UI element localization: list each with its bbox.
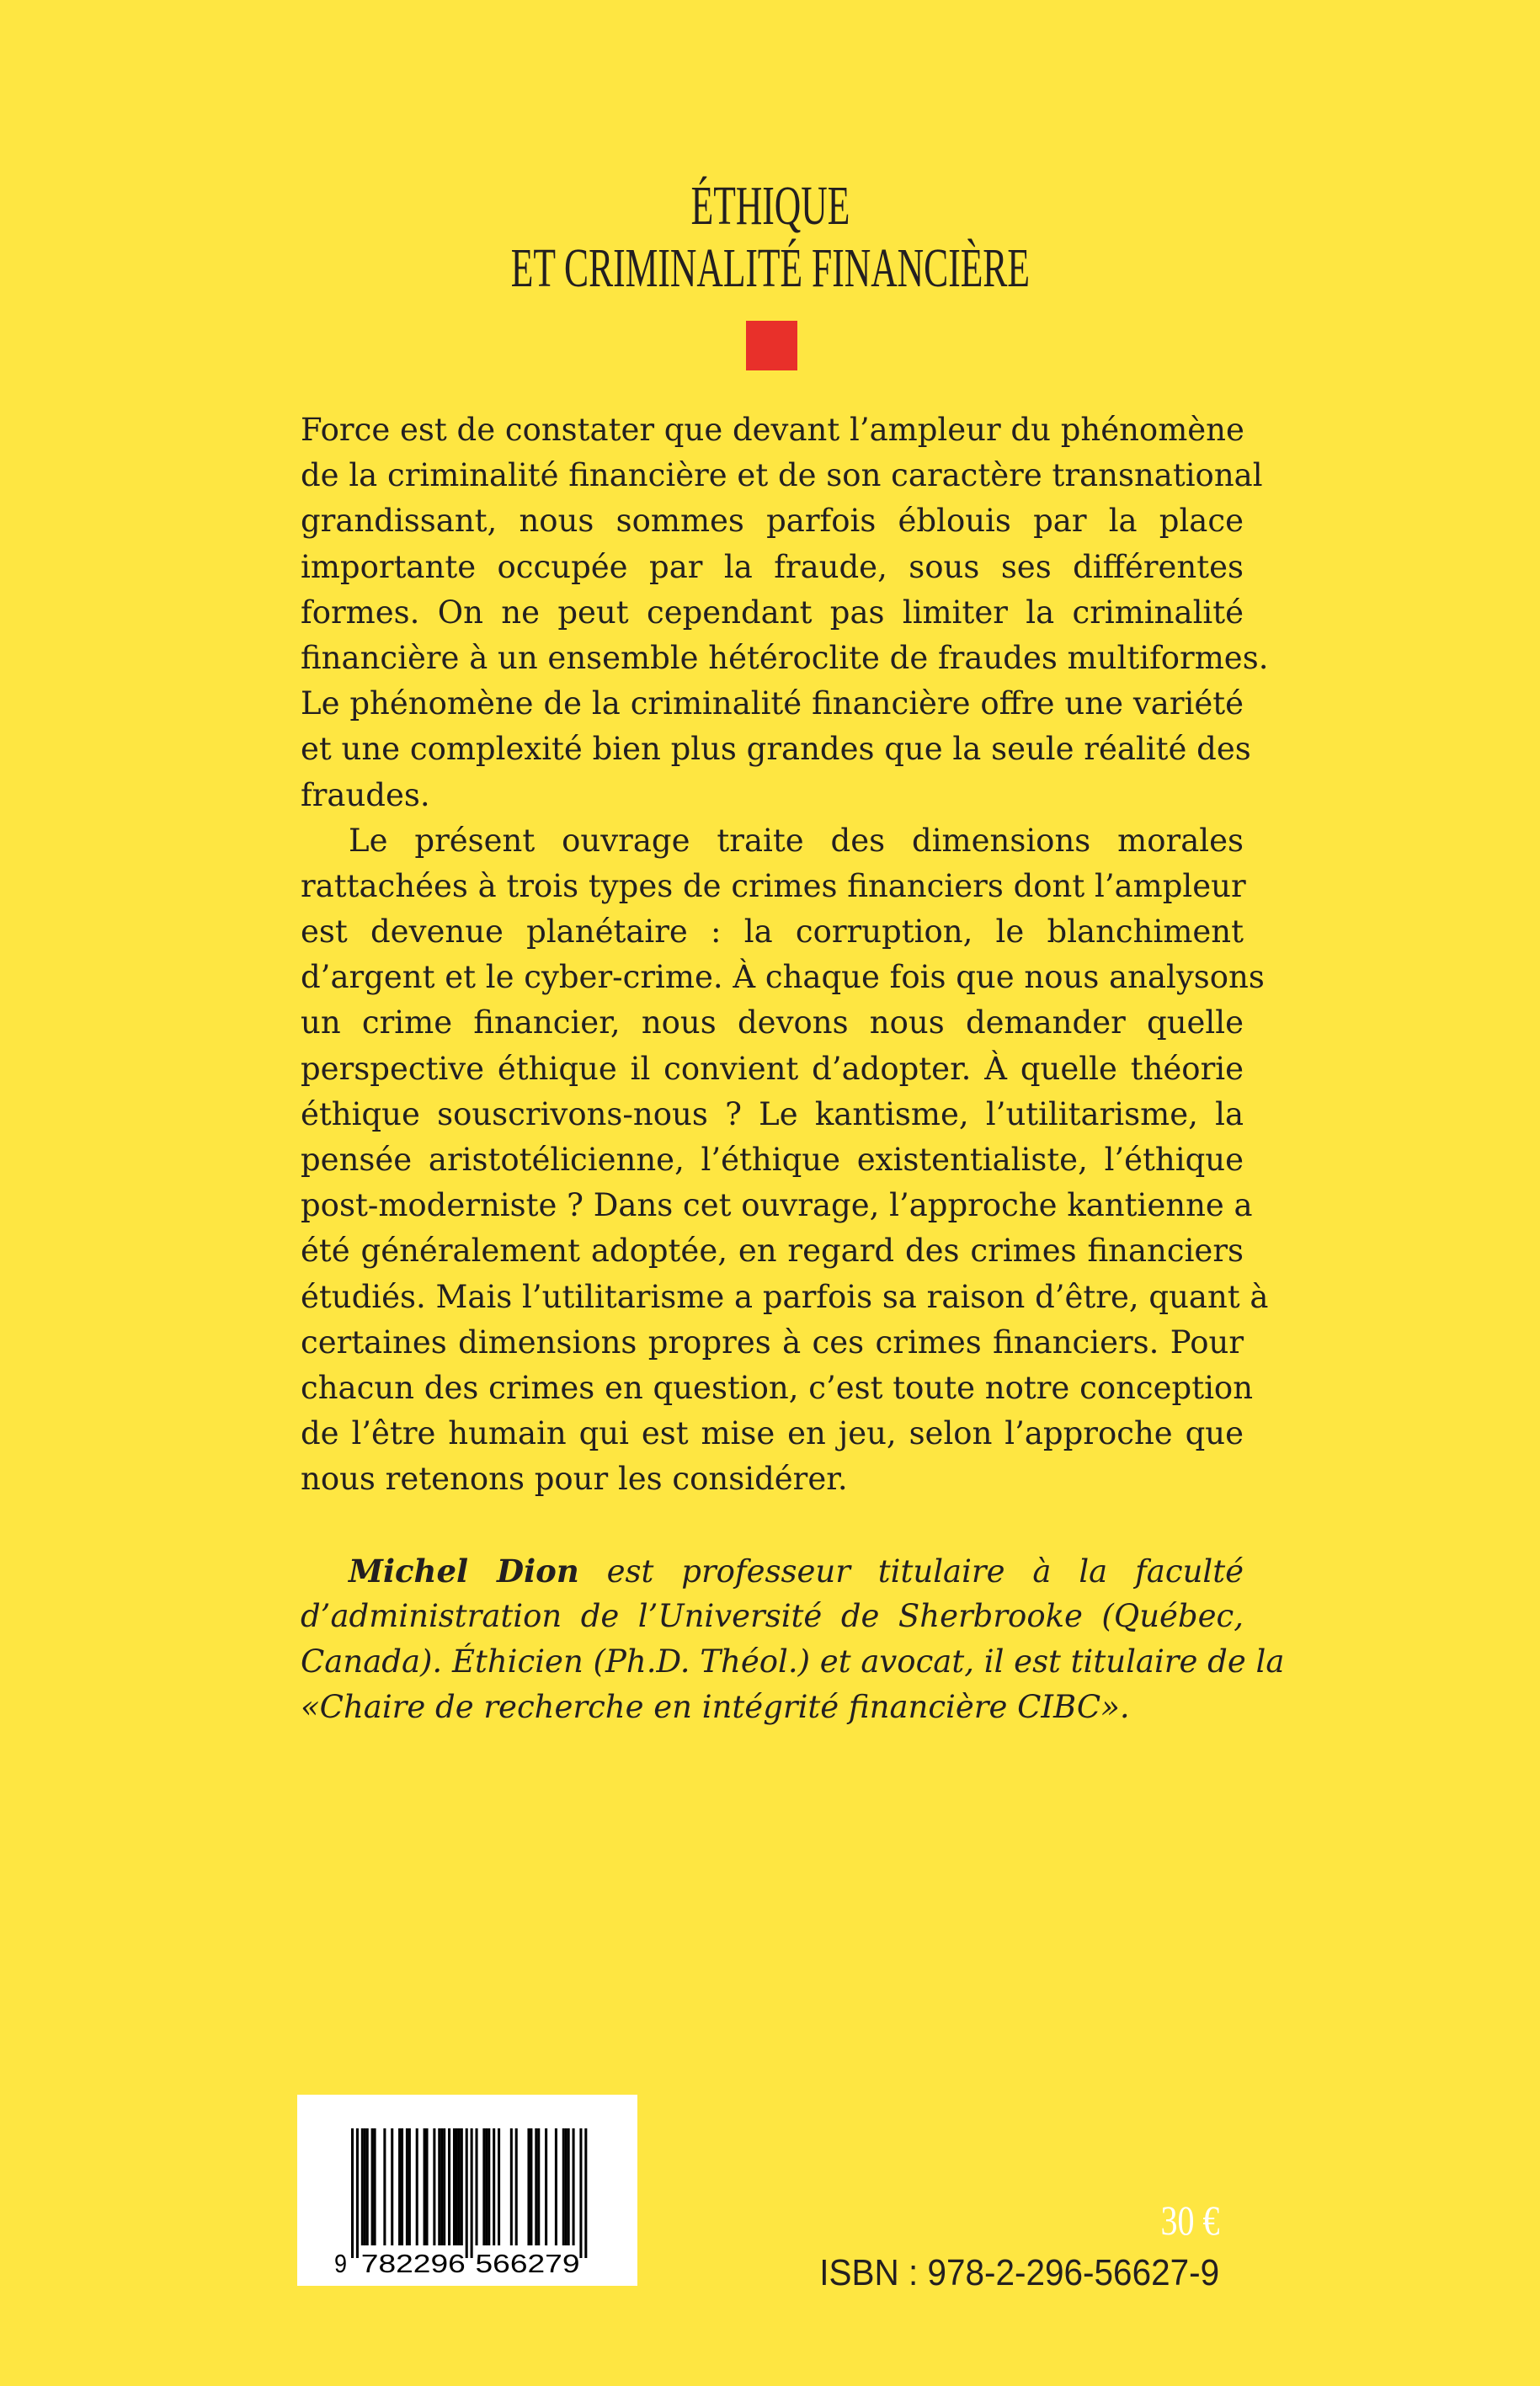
barcode-bar: [527, 2128, 530, 2245]
barcode-bar: [364, 2128, 366, 2245]
barcode-bar: [461, 2128, 463, 2245]
barcode-bars: [297, 2095, 637, 2286]
text-line: financière à un ensemble hétéroclite de fraudes multiformes.: [301, 639, 1269, 676]
barcode-bar: [568, 2128, 570, 2245]
barcode-bar: [510, 2128, 513, 2245]
barcode-bar: [408, 2128, 411, 2245]
barcode-bar: [476, 2128, 478, 2245]
text-line: «Chaire de recherche en intégrité financière CIBC».: [301, 1689, 1130, 1726]
text-line: de la criminalité financière et de son caractère transnational: [301, 457, 1263, 494]
barcode-bar: [371, 2128, 374, 2245]
barcode-bar: [433, 2128, 435, 2245]
text-line: Canada). Éthicien (Ph.D. Théol.) et avocat, il est titulaire de la: [301, 1643, 1285, 1680]
title-text: ET CRIMINALITÉ FINANCIÈRE: [510, 237, 1030, 299]
barcode: [297, 2095, 637, 2286]
text-line: Le phénomène de la criminalité financière offre une variété: [301, 685, 1244, 722]
barcode-bar: [351, 2128, 354, 2258]
barcode-bar: [438, 2128, 440, 2245]
barcode-bar: [466, 2128, 468, 2258]
barcode-bar: [361, 2128, 364, 2245]
text-line: de l’être humain qui est mise en jeu, selon l’approche que: [301, 1415, 1244, 1452]
barcode-bar: [498, 2128, 500, 2245]
barcode-bar: [493, 2128, 495, 2245]
text-line: un crime financier, nous devons nous demander quelle: [301, 1004, 1244, 1041]
barcode-bar: [398, 2128, 401, 2245]
text-line: est devenue planétaire : la corruption, le blanchiment: [301, 913, 1244, 951]
barcode-bar: [424, 2128, 426, 2245]
barcode-bar: [458, 2128, 461, 2245]
barcode-bar: [471, 2128, 473, 2258]
price: [1146, 2197, 1220, 2244]
text-line: d’administration de l’Université de Sherbrooke (Québec,: [301, 1597, 1244, 1634]
text-line: Le présent ouvrage traite des dimensions morales: [349, 822, 1244, 859]
barcode-bar: [440, 2128, 443, 2245]
barcode-bar: [565, 2128, 568, 2245]
text-line: éthique souscrivons-nous ? Le kantisme, l’utilitarisme, la: [301, 1095, 1244, 1132]
barcode-bar: [426, 2128, 429, 2245]
isbn-text: ISBN : 978-2-296-56627-9: [819, 2252, 1219, 2293]
barcode-bar: [488, 2128, 490, 2245]
barcode-bar: [374, 2128, 376, 2245]
text-line: grandissant, nous sommes parfois éblouis par la place: [301, 503, 1244, 540]
barcode-digits: 782296: [360, 2249, 466, 2278]
barcode-bar: [456, 2128, 458, 2245]
barcode-bar: [401, 2128, 403, 2245]
text-line: d’argent et le cyber-crime. À chaque fois que nous analysons: [301, 959, 1265, 996]
text-line: fraudes.: [301, 776, 430, 813]
barcode-bar: [482, 2128, 485, 2245]
text-line: importante occupée par la fraude, sous ses différentes: [301, 548, 1244, 585]
barcode-digits: 9: [334, 2249, 347, 2278]
back-cover-text: [301, 407, 1285, 1730]
barcode-bar: [406, 2128, 408, 2245]
text-line: été généralement adoptée, en regard des crimes financiers: [301, 1233, 1244, 1270]
barcode-bar: [579, 2128, 582, 2258]
barcode-digits: 566279: [475, 2249, 580, 2278]
title-line-1: [0, 175, 1540, 237]
text-line: pensée aristotélicienne, l’éthique existentialiste, l’éthique: [301, 1142, 1244, 1178]
text-line: formes. On ne peut cependant pas limiter la criminalité: [301, 594, 1244, 631]
isbn: [785, 2252, 1219, 2294]
barcode-bar: [391, 2128, 393, 2245]
author-bio: [301, 1548, 1285, 1731]
text-line: nous retenons pour les considérer.: [301, 1461, 848, 1498]
text-line: et une complexité bien plus grandes que la seule réalité des: [301, 731, 1251, 768]
barcode-bar: [356, 2128, 359, 2258]
red-square-ornament: [746, 321, 797, 370]
barcode-bar: [366, 2128, 369, 2245]
price-text: 30 €: [1160, 2197, 1219, 2244]
title-line-2: [0, 237, 1540, 299]
bio-line: [301, 1548, 1244, 1594]
bio-text: est professeur titulaire à la faculté: [578, 1552, 1244, 1590]
text-line: post-moderniste ? Dans cet ouvrage, l’approche kantienne a: [301, 1187, 1253, 1224]
barcode-bar: [443, 2128, 445, 2245]
barcode-bar: [573, 2128, 575, 2245]
text-line: chacun des crimes en question, c’est toute notre conception: [301, 1369, 1254, 1406]
text-line: certaines dimensions propres à ces crimes financiers. Pour: [301, 1323, 1244, 1361]
barcode-bar: [515, 2128, 518, 2245]
text-line: Force est de constater que devant l’ampleur du phénomène: [301, 412, 1244, 448]
text-line: rattachées à trois types de crimes financiers dont l’ampleur: [301, 867, 1246, 904]
barcode-bar: [535, 2128, 537, 2245]
barcode-bar: [537, 2128, 540, 2245]
barcode-bar: [485, 2128, 488, 2245]
paragraph-1: [301, 407, 1269, 818]
text-line: perspective éthique il convient d’adopter. À quelle théorie: [301, 1050, 1244, 1087]
barcode-bar: [545, 2128, 547, 2245]
barcode-bar: [562, 2128, 565, 2245]
barcode-bar: [383, 2128, 386, 2245]
barcode-bar: [448, 2128, 450, 2245]
barcode-bar: [416, 2128, 418, 2245]
barcode-bar: [453, 2128, 456, 2245]
text-line: étudiés. Mais l’utilitarisme a parfois sa raison d’être, quant à: [301, 1278, 1269, 1315]
barcode-bar: [530, 2128, 532, 2245]
title-text: ÉTHIQUE: [690, 175, 850, 237]
barcode-bar: [555, 2128, 557, 2245]
barcode-bar: [584, 2128, 587, 2258]
author-name: Michel Dion: [349, 1552, 579, 1590]
paragraph-2: [301, 818, 1269, 1503]
